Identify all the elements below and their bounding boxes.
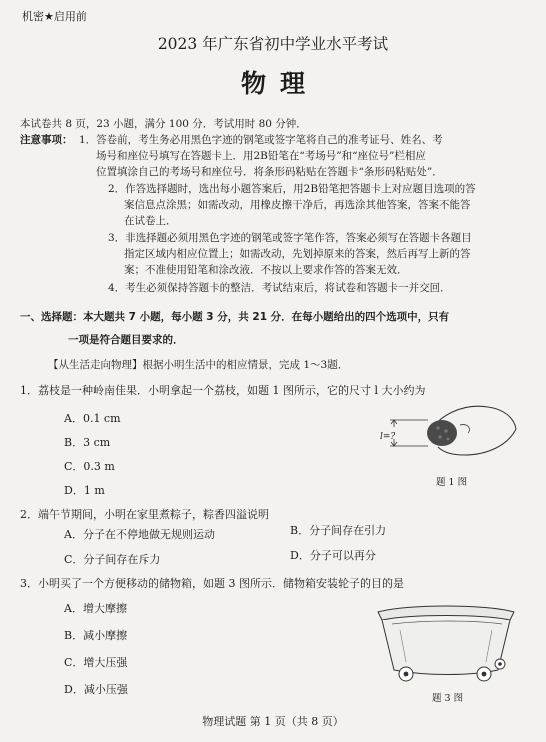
question-3-option-a: A．增大摩擦 <box>64 602 127 615</box>
figure-1-length-label: l=? <box>380 432 396 442</box>
question-2-option-a: A．分子在不停地做无规则运动 <box>64 528 215 541</box>
intro-line: 本试卷共 8 页，23 小题，满分 100 分．考试用时 80 分钟． <box>20 118 307 130</box>
question-3-option-b: B．减小摩擦 <box>64 629 128 642</box>
exam-title: 2023 年广东省初中学业水平考试 <box>157 35 389 53</box>
notice-2-line-2: 案信息点涂黑；如需改动，用橡皮擦干净后，再选涂其他答案，答案不能答 <box>124 199 471 211</box>
page-footer: 物理试题 第 1 页（共 8 页） <box>202 715 344 728</box>
notice-1-line-3: 位置填涂自己的考场号和座位号．将条形码粘贴在答题卡“条形码粘贴处”． <box>96 166 443 178</box>
subject-title: 物理 <box>240 69 319 98</box>
context-line: 【从生活走向物理】根据小明生活中的相应情景，完成 1～3题． <box>48 359 349 371</box>
question-1-option-b: B．3 cm <box>64 436 111 449</box>
notice-3-line-2: 指定区域内相应位置上；如需改动，先划掉原来的答案，然后再写上新的答 <box>124 248 471 260</box>
question-1-option-c: C．0.3 m <box>64 460 115 473</box>
confidential-mark: 机密★启用前 <box>22 10 87 23</box>
question-2-option-c: C．分子间存在斥力 <box>64 553 161 566</box>
notice-3-line-3: 案；不准使用铅笔和涂改液．不按以上要求作答的答案无效． <box>124 264 408 276</box>
notice-4-line-1: 4．考生必须保持答题卡的整洁．考试结束后，将试卷和答题卡一并交回． <box>108 282 451 294</box>
figure-3-storage-box-illustration <box>376 600 516 686</box>
figure-3-caption: 题 3 图 <box>432 693 464 704</box>
question-2-stem: 2．端午节期间，小明在家里煮粽子，粽香四溢说明 <box>20 508 269 521</box>
question-2-option-d: D．分子可以再分 <box>290 549 376 562</box>
lychee-shape <box>427 420 457 446</box>
notice-2-line-1: 2．作答选择题时，选出每小题答案后，用2B铅笔把答题卡上对应题目选项的答 <box>108 183 476 195</box>
figure-1-lychee-illustration <box>368 395 518 465</box>
question-3-stem: 3．小明买了一个方便移动的储物箱，如题 3 图所示．储物箱安装轮子的目的是 <box>20 577 404 590</box>
section-heading-line-2: 一项是符合题目要求的． <box>68 334 184 346</box>
question-3-option-d: D．减小压强 <box>64 683 128 696</box>
question-1-option-d: D．1 m <box>64 484 105 497</box>
notice-1-line-1: 1．答卷前，考生务必用黑色字迹的钢笔或签字笔将自己的准考证号、姓名、考 <box>79 134 443 146</box>
notice-1-line-2: 场号和座位号填写在答题卡上．用2B铅笔在“考场号”和“座位号”栏相应 <box>96 150 426 162</box>
question-1-option-a: A．0.1 cm <box>64 412 121 425</box>
question-1-stem: 1．荔枝是一种岭南佳果．小明拿起一个荔枝，如题 1 图所示，它的尺寸 l 大小约为 <box>20 384 426 397</box>
notice-label: 注意事项： <box>20 134 73 146</box>
section-heading-line-1: 一、选择题：本大题共 7 小题，每小题 3 分，共 21 分．在每小题给出的四个选项中，只有 <box>20 311 450 323</box>
question-2-option-b: B．分子间存在引力 <box>290 524 387 537</box>
figure-1-caption: 题 1 图 <box>436 477 468 488</box>
notice-2-line-3: 在试卷上． <box>124 215 177 227</box>
question-3-option-c: C．增大压强 <box>64 656 128 669</box>
notice-3-line-1: 3．非选择题必须用黑色字迹的钢笔或签字笔作答，答案必须写在答题卡各题目 <box>108 232 472 244</box>
